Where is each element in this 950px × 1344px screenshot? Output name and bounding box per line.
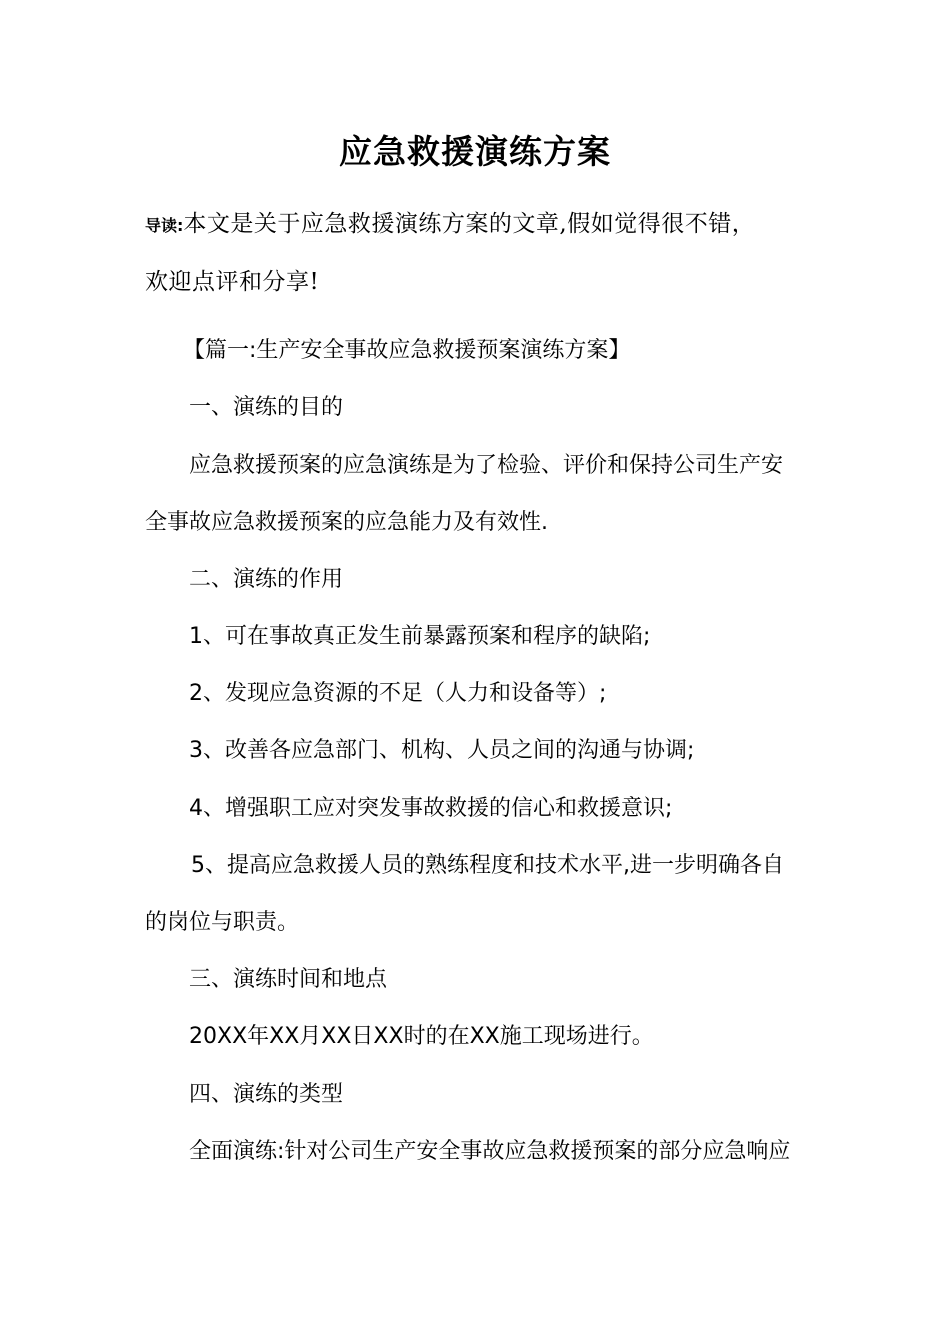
paragraph-purpose-line-2: 全事故应急救援预案的应急能力及有效性. bbox=[145, 510, 548, 535]
document-title: 应急救援演练方案 bbox=[339, 132, 611, 171]
list-item-5-line-1: 5、提高应急救援人员的熟练程度和技术水平,进一步明确各自 bbox=[191, 853, 784, 878]
paragraph-purpose-line-1: 应急救援预案的应急演练是为了检验、评价和保持公司生产安 bbox=[189, 453, 784, 478]
section-heading-purpose: 一、演练的目的 bbox=[189, 395, 344, 420]
list-item-4: 4、增强职工应对突发事故救援的信心和救援意识; bbox=[189, 796, 673, 821]
paragraph-type-line-1: 全面演练:针对公司生产安全事故应急救援预案的部分应急响应 bbox=[189, 1139, 791, 1164]
paragraph-time-place: 20XX年XX月XX日XX时的在XX施工现场进行。 bbox=[189, 1024, 654, 1049]
section-heading-function: 二、演练的作用 bbox=[189, 567, 344, 592]
intro-line-2: 欢迎点评和分享! bbox=[145, 269, 320, 295]
list-item-1: 1、可在事故真正发生前暴露预案和程序的缺陷; bbox=[189, 624, 651, 649]
intro-line-1 bbox=[145, 208, 755, 242]
intro-text-1: 本文是关于应急救援演练方案的文章,假如觉得很不错， bbox=[183, 211, 756, 237]
list-item-2: 2、发现应急资源的不足（人力和设备等）; bbox=[189, 681, 607, 706]
intro-label: 导读: bbox=[145, 216, 184, 235]
section-heading-time-place: 三、演练时间和地点 bbox=[189, 967, 388, 992]
section-heading-article-one: 【篇一:生产安全事故应急救援预案演练方案】 bbox=[183, 338, 631, 363]
section-heading-type: 四、演练的类型 bbox=[189, 1082, 344, 1107]
list-item-3: 3、改善各应急部门、机构、人员之间的沟通与协调; bbox=[189, 738, 695, 763]
list-item-5-line-2: 的岗位与职责。 bbox=[145, 910, 300, 935]
